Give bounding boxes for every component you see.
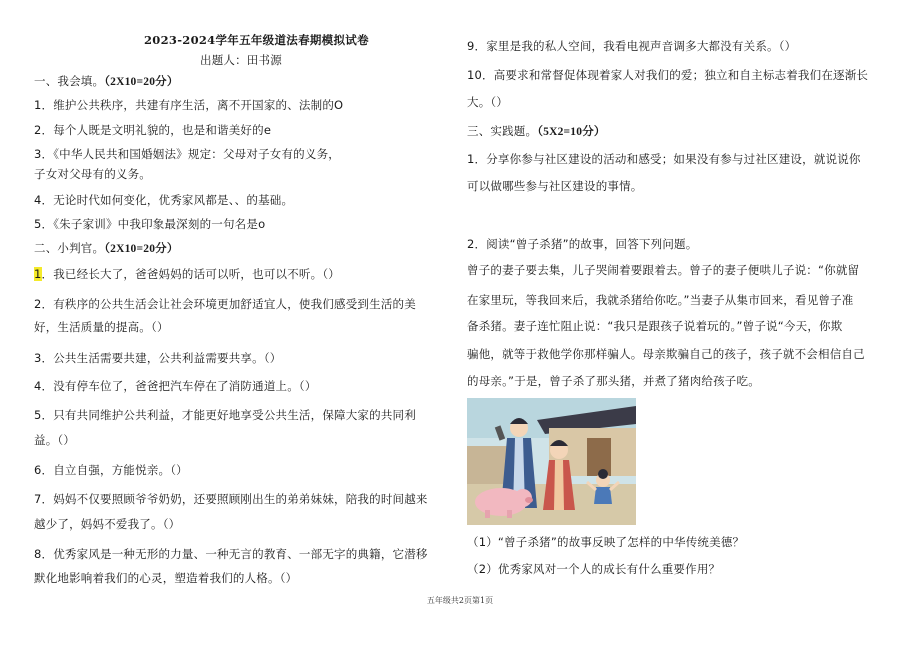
exam-title: 2023-2024学年五年级道法春期模拟试卷: [144, 33, 369, 47]
section1-item: 4．无论时代如何变化，优秀家风都是、、的基础。: [34, 193, 294, 207]
section2-item: 好，生活质量的提高。（）: [34, 320, 169, 334]
highlight-mark: 1: [34, 267, 42, 281]
section2-item: 益。（）: [34, 433, 76, 447]
story-text: 的母亲。”于是，曾子杀了那头猪，并煮了猪肉给孩子吃。: [467, 374, 760, 388]
section2-item: 10．高要求和常督促体现着家人对我们的爱；独立和自主标志着我们在逐渐长: [467, 68, 869, 82]
section1-item: 子女对父母有的义务。: [34, 167, 151, 181]
story-text: 曾子的妻子要去集，儿子哭闹着要跟着去。曾子的妻子便哄儿子说：“你就留: [467, 263, 860, 277]
section2-item: 越少了，妈妈不爱我了。（）: [34, 517, 181, 531]
section3-heading: 三、实践题。（5X2=10分）: [467, 124, 606, 138]
section2-item: 6．自立自强，方能悦亲。（）: [34, 463, 188, 477]
page-footer: 五年级共2页第1页: [426, 596, 494, 605]
practice-question: 2．阅读“曾子杀猪”的故事，回答下列问题。: [467, 237, 698, 251]
story-text: 备杀猪。妻子连忙阻止说：“我只是跟孩子说着玩的。”曾子说“今天，你欺: [467, 319, 843, 333]
section2-item: 5．只有共同维护公共利益，才能更好地享受公共生活，保障大家的共同利: [34, 408, 416, 422]
section2-heading: 二、小判官。（2X10=20分）: [34, 241, 179, 255]
section2-item: 默化地影响着我们的心灵，塑造着我们的人格。（）: [34, 571, 298, 585]
section2-item: 2．有秩序的公共生活会让社会环境更加舒适宜人，使我们感受到生活的美: [34, 297, 416, 311]
story-text: 在家里玩，等我回来后，我就杀猪给你吃。”当妻子从集市回来，看见曾子准: [467, 293, 854, 307]
story-illustration: [467, 398, 636, 525]
section2-item: 8．优秀家风是一种无形的力量、一种无言的教育、一部无字的典籍，它潜移: [34, 547, 428, 561]
section2-item: 9．家里是我的私人空间，我看电视声音调多大都没有关系。（）: [467, 39, 797, 53]
section2-item: 4．没有停车位了，爸爸把汽车停在了消防通道上。（）: [34, 379, 317, 393]
section2-item: 3．公共生活需要共建，公共利益需要共享。（）: [34, 351, 282, 365]
section1-item: 3．《中华人民共和国婚姻法》规定：父母对子女有的义务，: [34, 147, 340, 161]
practice-question: 可以做哪些参与社区建设的事情。: [467, 179, 643, 193]
practice-question: 1．分享你参与社区建设的活动和感受；如果没有参与过社区建设，就说说你: [467, 152, 861, 166]
section2-item: 7．妈妈不仅要照顾爷爷奶奶，还要照顾刚出生的弟弟妹妹，陪我的时间越来: [34, 492, 428, 506]
section1-item: 5．《朱子家训》中我印象最深刻的一句名是o: [34, 217, 266, 231]
sub-question: （2）优秀家风对一个人的成长有什么重要作用？: [467, 562, 721, 576]
section1-heading: 一、我会填。（2X10=20分）: [34, 74, 179, 88]
section2-item: 1．我已经长大了，爸爸妈妈的话可以听，也可以不听。（）: [34, 267, 340, 281]
section1-item: 1．维护公共秩序，共建有序生活，离不开国家的、法制的O: [34, 98, 344, 112]
story-text: 骗他，就等于救他学你那样骗人。母亲欺骗自己的孩子，孩子就不会相信自己: [467, 347, 865, 361]
sub-question: （1）“曾子杀猪”的故事反映了怎样的中华传统美德？: [467, 535, 745, 549]
exam-author: 出题人：田书源: [200, 53, 282, 67]
section1-item: 2．每个人既是文明礼貌的，也是和谐美好的e: [34, 123, 272, 137]
section2-item: 大。（）: [467, 95, 509, 109]
